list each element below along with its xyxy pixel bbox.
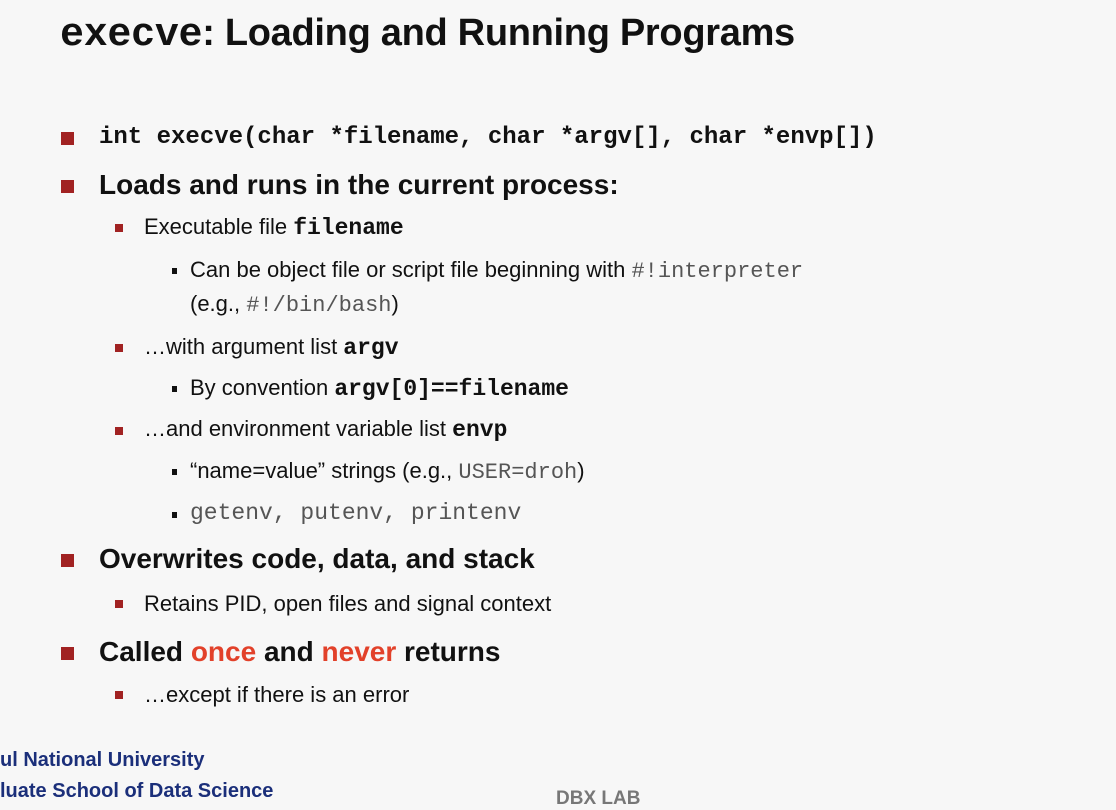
bullet-square-small: [115, 691, 123, 699]
university-line-2: luate School of Data Science: [0, 780, 274, 802]
object-file-item: [190, 257, 803, 284]
envp-item: [144, 416, 507, 443]
example-line: [190, 291, 399, 318]
convention-label: By convention: [190, 375, 335, 400]
env-functions: getenv, putenv, printenv: [190, 500, 522, 526]
university-logo-text: [0, 745, 273, 807]
university-line-1: ul National University: [0, 749, 205, 771]
namevalue-item: [190, 458, 585, 485]
bullet-square-small: [115, 344, 123, 352]
bullet-square: [61, 554, 74, 567]
bullet-square: [61, 180, 74, 193]
namevalue-suffix: ): [577, 458, 585, 483]
argv-label: …with argument list: [144, 334, 344, 359]
exec-file-item: [144, 214, 404, 241]
bullet-dot: [172, 386, 177, 392]
argv-code: argv: [343, 335, 399, 361]
called-heading: [99, 636, 500, 668]
lab-watermark: DBX LAB: [556, 788, 641, 809]
eg-code: #!/bin/bash: [246, 293, 392, 318]
except-item: …except if there is an error: [144, 682, 410, 707]
eg-suffix: ): [391, 291, 399, 316]
envp-label: …and environment variable list: [144, 416, 453, 441]
argv-item: [144, 334, 399, 361]
called-post: returns: [396, 636, 501, 667]
execve-signature: int execve(char *filename, char *argv[], char *envp[]): [99, 124, 877, 151]
convention-code: argv[0]==filename: [334, 376, 569, 402]
exec-file-code: filename: [293, 215, 404, 241]
bullet-square-small: [115, 224, 123, 232]
title-text: : Loading and Running Programs: [202, 12, 795, 54]
called-pre: Called: [99, 636, 191, 667]
overwrites-heading: Overwrites code, data, and stack: [99, 543, 535, 574]
convention-item: [190, 375, 569, 402]
called-mid: and: [256, 636, 322, 667]
called-once: once: [190, 636, 257, 667]
title-code: execve: [60, 13, 203, 58]
namevalue-text: “name=value” strings (e.g.,: [190, 458, 459, 483]
loads-heading: Loads and runs in the current process:: [99, 169, 619, 200]
eg-prefix: (e.g.,: [190, 291, 247, 316]
object-file-text: Can be object file or script file beginning with: [190, 257, 632, 282]
bullet-square-small: [115, 600, 123, 608]
envp-code: envp: [452, 417, 508, 443]
slide-title: [60, 12, 795, 58]
namevalue-code: USER=droh: [458, 460, 578, 485]
bullet-square-small: [115, 427, 123, 435]
bullet-square: [61, 132, 74, 145]
bullet-dot: [172, 268, 177, 274]
retains-item: Retains PID, open files and signal context: [144, 591, 552, 616]
called-never: never: [321, 636, 397, 667]
exec-file-label: Executable file: [144, 214, 294, 239]
bullet-dot: [172, 469, 177, 475]
interpreter-code: #!interpreter: [631, 259, 804, 284]
bullet-square: [61, 647, 74, 660]
bullet-dot: [172, 512, 177, 518]
